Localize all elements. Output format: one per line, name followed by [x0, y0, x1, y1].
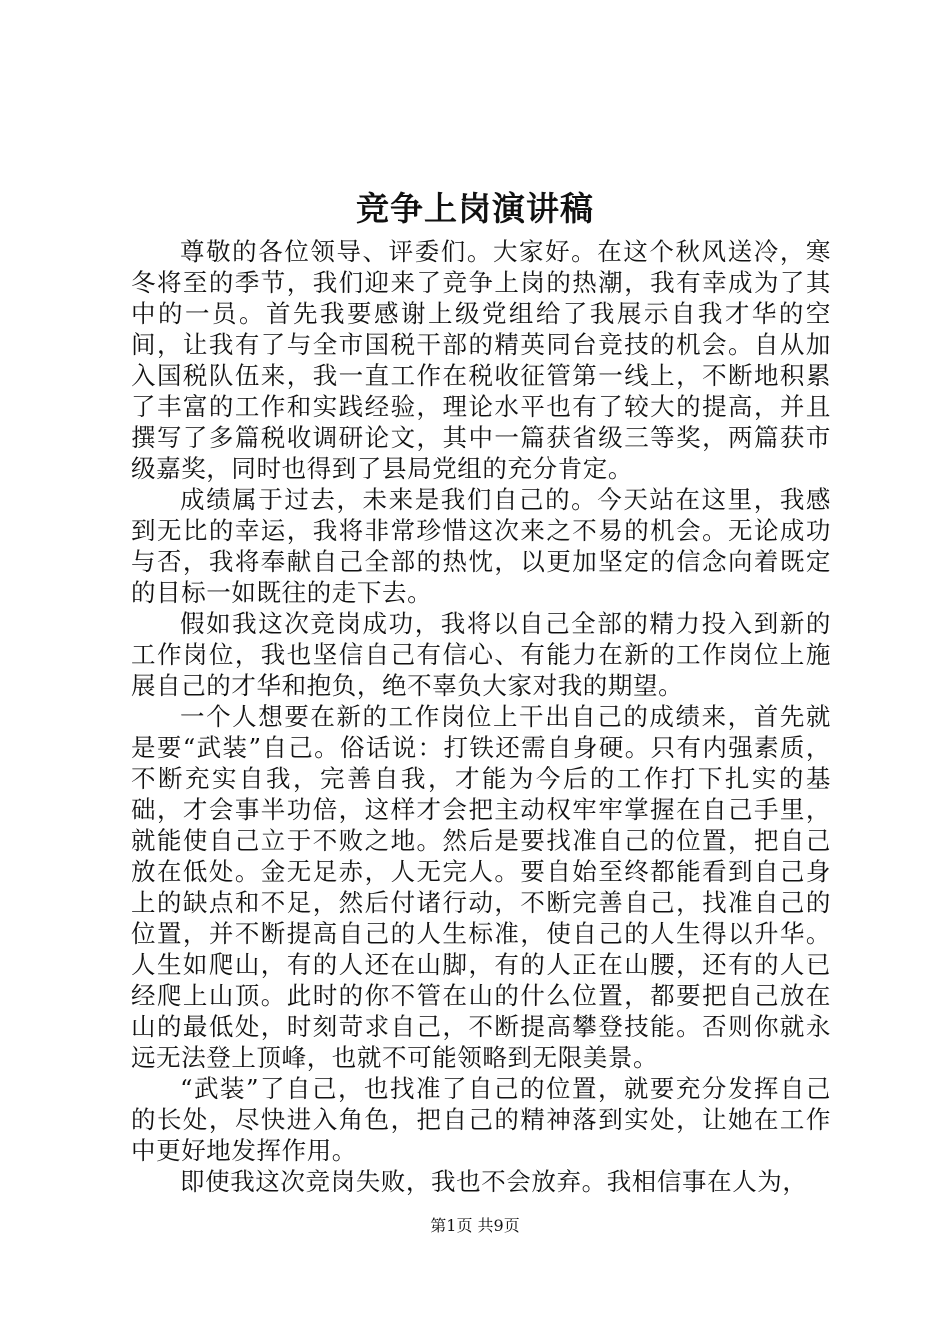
- paragraph-1: 尊敬的各位领导、评委们。大家好。在这个秋风送冷，寒冬将至的季节，我们迎来了竞争上岗的热潮，我有幸成为了其中的一员。首先我要感谢上级党组给了我展示自我才华的空间，让我有了与全市国税干部的精英同台竞技的机会。自从加入国税队伍来，我一直工作在税收征管第一线上，不断地积累了丰富的工作和实践经验，理论水平也有了较大的提高，并且撰写了多篇税收调研论文，其中一篇获省级三等奖，两篇获市级嘉奖，同时也得到了县局党组的充分肯定。: [131, 237, 831, 483]
- paragraph-4: 一个人想要在新的工作岗位上干出自己的成绩来，首先就是要“武装”自己。俗话说：打铁还需自身硬。只有内强素质，不断充实自我，完善自我，才能为今后的工作打下扎实的基础，才会事半功倍，这样才会把主动权牢牢掌握在自己手里，就能使自己立于不败之地。然后是要找准自己的位置，把自己放在低处。金无足赤，人无完人。要自始至终都能看到自己身上的缺点和不足，然后付诸行动，不断完善自己，找准自己的位置，并不断提高自己的人生标准，使自己的人生得以升华。人生如爬山，有的人还在山脚，有的人正在山腰，还有的人已经爬上山顶。此时的你不管在山的什么位置，都要把自己放在山的最低处，时刻苛求自己，不断提高攀登技能。否则你就永远无法登上顶峰，也就不可能领略到无限美景。: [131, 702, 831, 1072]
- paragraph-3: 假如我这次竞岗成功，我将以自己全部的精力投入到新的工作岗位，我也坚信自己有信心、有能力在新的工作岗位上施展自己的才华和抱负，绝不辜负大家对我的期望。: [131, 609, 831, 700]
- paragraph-2: 成绩属于过去，未来是我们自己的。今天站在这里，我感到无比的幸运，我将非常珍惜这次来之不易的机会。无论成功与否，我将奉献自己全部的热忱，以更加坚定的信念向着既定的目标一如既往的走下去。: [131, 485, 831, 607]
- document-body: [131, 236, 831, 1197]
- paragraph-5: “武装”了自己，也找准了自己的位置，就要充分发挥自己的长处，尽快进入角色，把自己的精神落到实处，让她在工作中更好地发挥作用。: [131, 1074, 831, 1165]
- document-title: 竞争上岗演讲稿: [356, 189, 594, 228]
- paragraph-6: 即使我这次竞岗失败，我也不会放弃。我相信事在人为，: [180, 1167, 808, 1196]
- page-number-footer: 第1页 共9页: [430, 1216, 520, 1235]
